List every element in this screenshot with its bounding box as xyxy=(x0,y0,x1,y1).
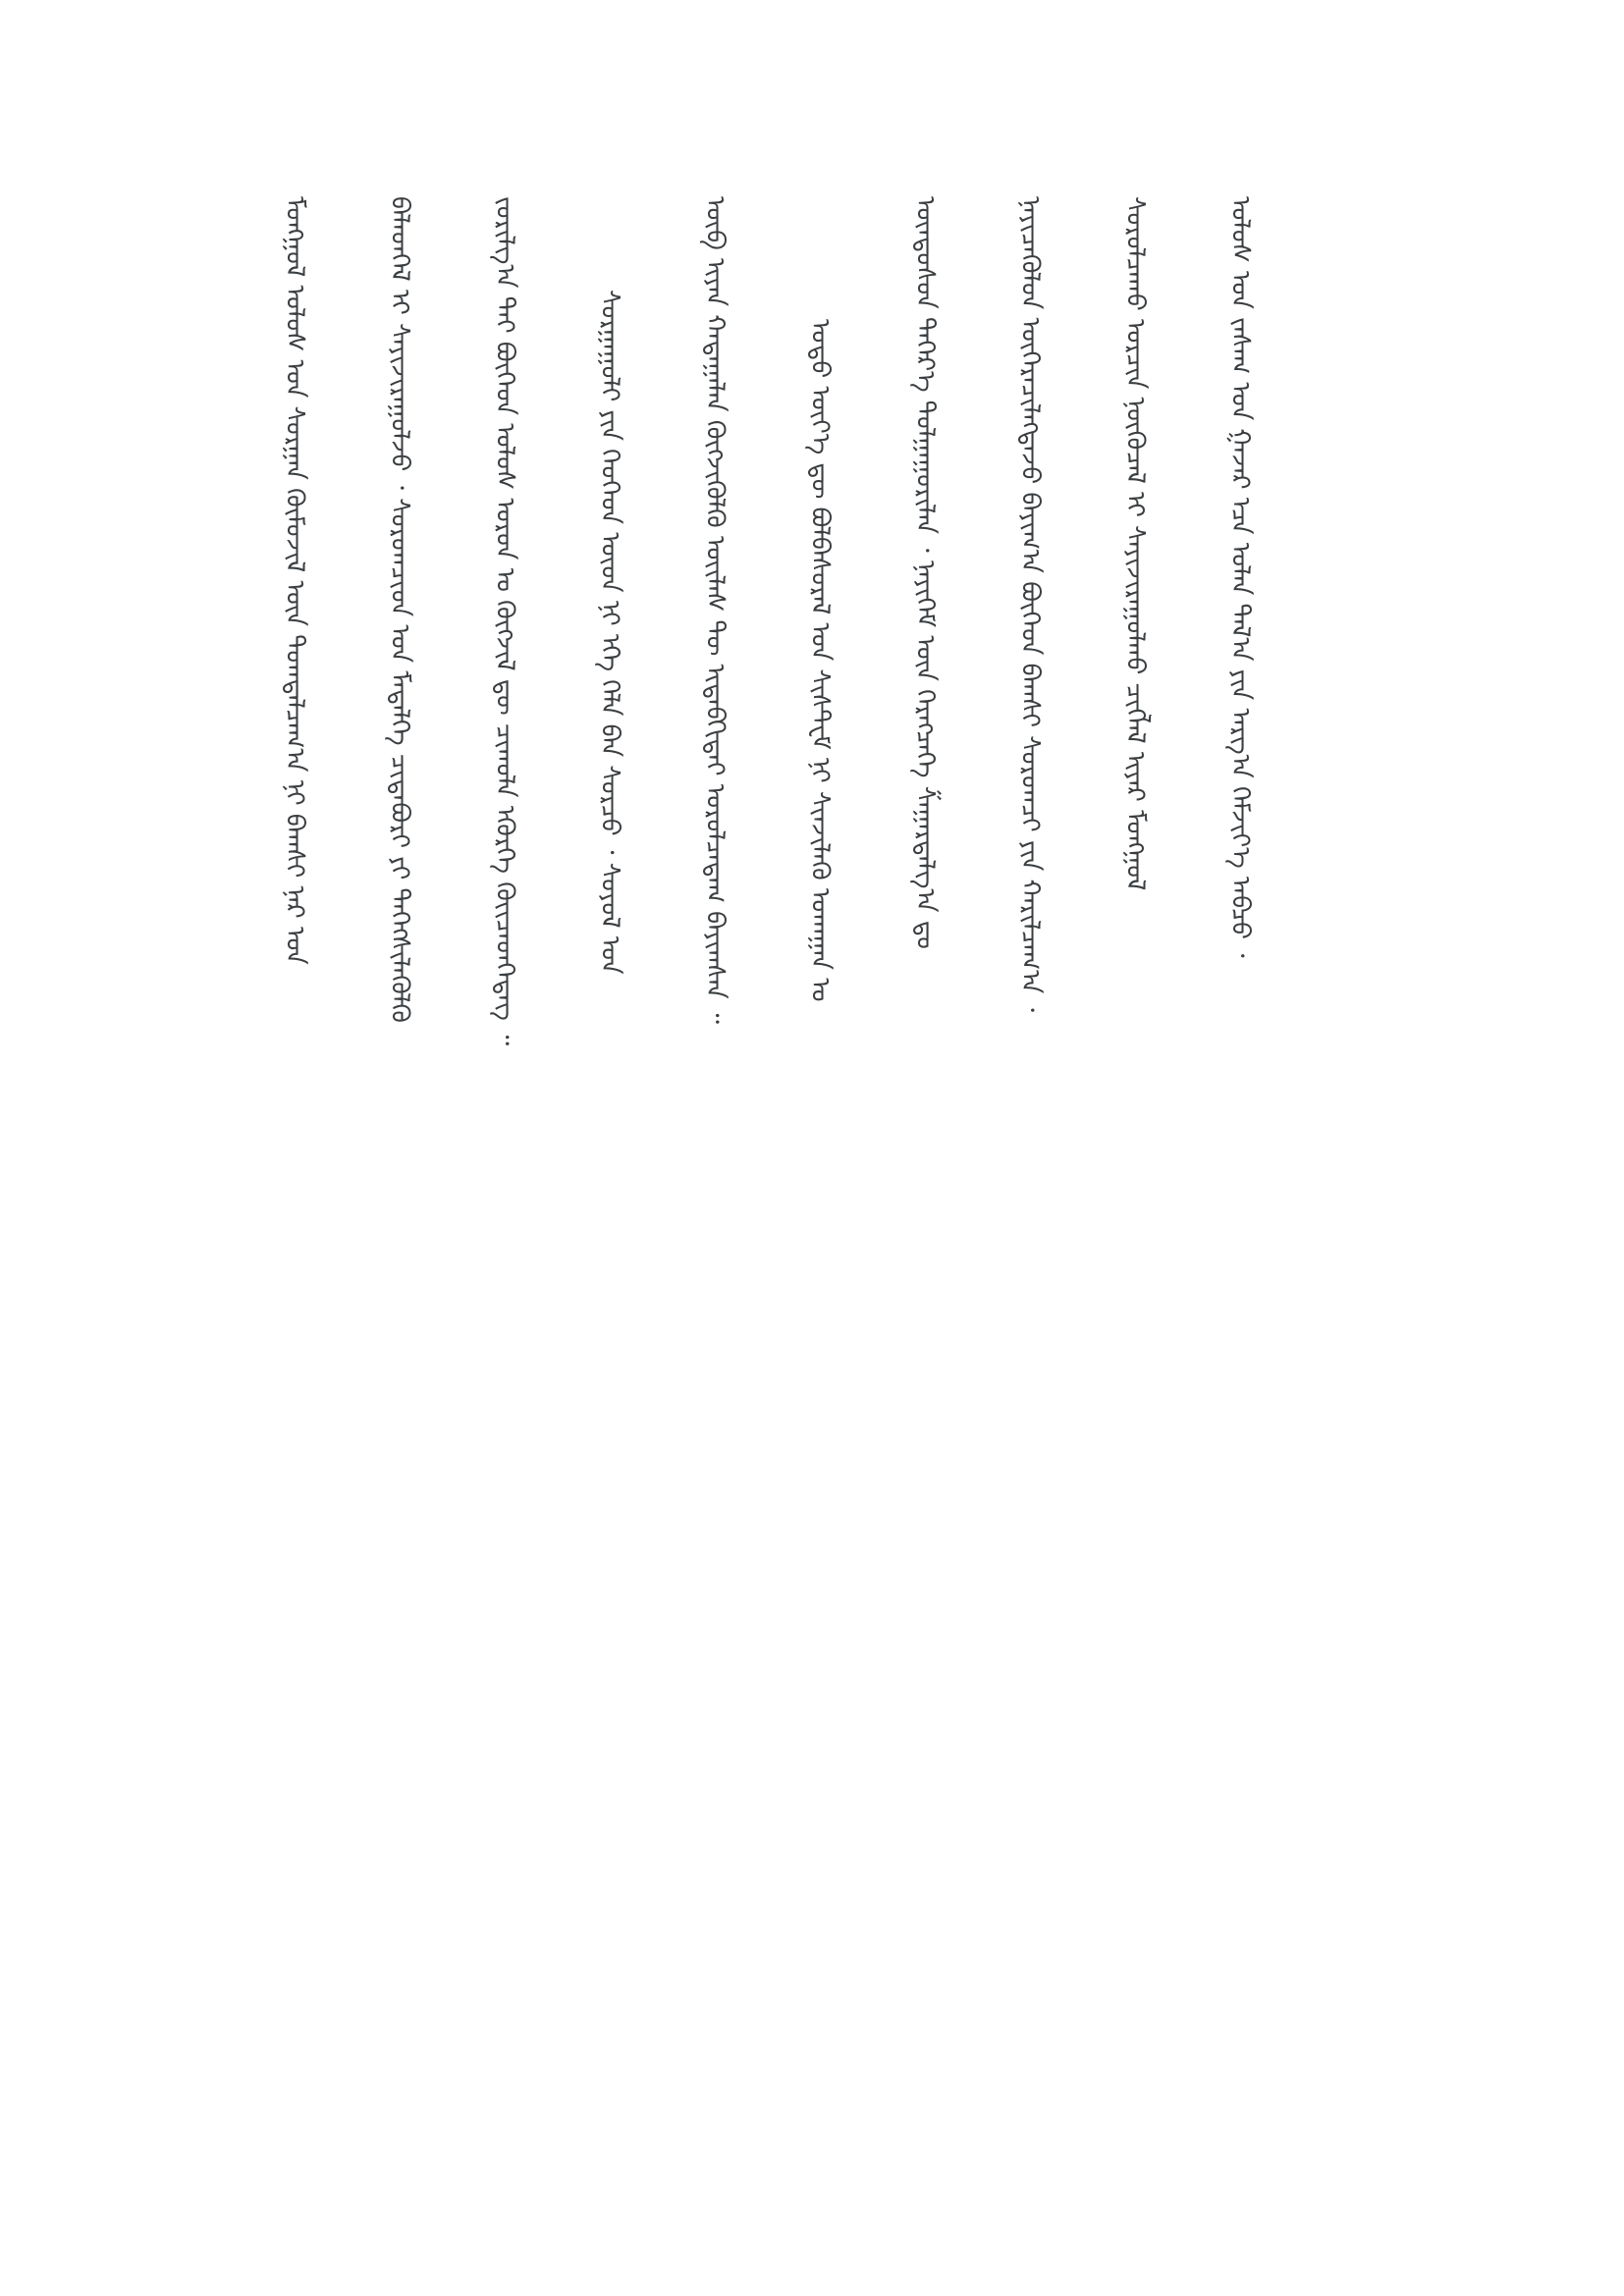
text-column-3: ᠵᠣᠷᠢᠯᠭ᠎ᠠ ᠲᠠᠢ ᠪᠥᠭᠡᠳ ᠤᠯᠤᠰ ᠣᠷᠣᠨ ᠤ ᠬᠥᠭᠵᠢᠯ ᠳᠦ ᠴᠢᠬᠤᠯᠠ ᠡᠭᠦᠷᠭᠡ ᠭᠦᠢᠴᠡᠳᠭᠡᠳᠡᠭ ᠃ xyxy=(490,196,519,1046)
text-column-2: ᠪᠡᠯᠡᠳᠬᠡᠯ ᠢ ᠰᠠᠶᠢᠵᠢᠷᠠᠭᠤᠯᠵᠤ ᠂ ᠰᠤᠷᠤᠭᠴᠢᠳ ᠤᠨ ᠮᠡᠳᠡᠯᠭᠡ ᠴᠢᠳᠠᠪᠤᠷᠢ ᠶᠢ ᠳᠡᠭᠡᠭᠰᠢᠯᠡᠭᠦᠯᠬᠦ xyxy=(385,196,414,1023)
text-column-5: ᠥᠪ ᠢᠶᠡᠨ ᠬᠠᠳᠠᠭᠠᠯᠠᠨ ᠬᠥᠭᠵᠢᠭᠦᠯᠬᠦ ᠦᠢᠯᠡᠰ ᠲᠦ ᠢᠳᠡᠪᠬᠢᠲᠡᠢ ᠣᠷᠣᠯᠴᠠᠳᠠᠭ ᠪᠠᠶᠢᠭᠰᠠᠨ ᠃ xyxy=(700,196,730,1025)
text-column-9: ᠰᠤᠷᠤᠯᠴᠠᠬᠤ ᠣᠷᠴᠢᠨ ᠨᠥᠬᠥᠴᠡᠯ ᠢ ᠰᠠᠶᠢᠵᠢᠷᠠᠭᠤᠯᠬᠤ ᠴᠢᠭᠯᠡᠯ ᠢᠶᠡᠷ ᠮᠣᠩᠭᠣᠯ xyxy=(1120,196,1150,891)
text-column-8: ᠨᠡᠶᠢᠴᠡᠭᠦᠯᠦᠨ ᠥᠭᠡᠷᠡᠴᠢᠯᠡᠭᠳᠡᠵᠦ ᠪᠠᠶᠢᠭ᠎ᠠ ᠪᠥᠭᠡᠳ ᠪᠠᠭᠰᠢ ᠰᠤᠷᠤᠭᠴᠢ ᠶᠢᠨ ᠬᠠᠷᠢᠯᠴᠠᠭ᠎ᠠ ᠂ xyxy=(1015,196,1045,1013)
text-column-10: ᠤᠯᠤᠰ ᠤᠨ ᠵᠠᠰᠠᠭ ᠤᠨ ᠭᠠᠵᠠᠷ ᠡᠴᠡ ᠣᠯᠠᠨ ᠲᠠᠯ᠎ᠠ ᠶᠢᠨ ᠠᠷᠭ᠎ᠠ ᠬᠡᠮᠵᠢᠶ᠎ᠡ ᠠᠪᠴᠤ ᠂ xyxy=(1225,196,1255,958)
text-column-1: ᠮᠣᠩᠭᠣᠯ ᠤᠯᠤᠰ ᠤᠨ ᠰᠤᠷᠭᠠᠨ ᠬᠦᠮᠦᠵᠢᠯ ᠦᠨ ᠲᠣᠭᠲᠠᠯᠴᠠᠭ᠎ᠠ ᠨᠢ ᠪᠠᠭᠰᠢ ᠨᠠᠷ ᠤᠨ xyxy=(280,196,309,965)
text-column-7: ᠦᠨᠳᠦᠰᠦᠨ ᠳᠡᠭᠡᠷ᠎ᠡ ᠲᠤᠯᠭᠠᠭᠤᠷᠢᠯᠠᠨ ᠂ ᠨᠡᠶᠢᠭᠡᠮ ᠦᠨ ᠬᠡᠷᠡᠭᠴᠡᠭᠡ ᠱᠠᠭᠠᠷᠳᠠᠯᠭ᠎ᠠ ᠳᠤ xyxy=(910,196,940,949)
text-column-6: ᠣᠳᠣ ᠦᠶ᠎ᠡ ᠳᠦ ᠪᠣᠯᠪᠠᠰᠤᠷᠠᠯ ᠤᠨ ᠰᠢᠰᠲ᠋ᠧᠮ ᠨᠢ ᠰᠢᠨᠵᠢᠯᠡᠬᠦ ᠤᠬᠠᠭᠠᠨ ᠤ xyxy=(805,319,835,1002)
text-column-4: ᠰᠤᠷᠭᠠᠭᠤᠯᠢ ᠶᠢᠨ ᠬᠡᠦᠬᠡᠳ ᠦᠳ ᠨᠢ ᠡᠬᠡ ᠬᠡᠯᠡ ᠪᠡᠨ ᠰᠤᠷᠴᠤ ᠂ ᠰᠣᠶᠣᠯ ᠤᠨ xyxy=(595,290,624,975)
